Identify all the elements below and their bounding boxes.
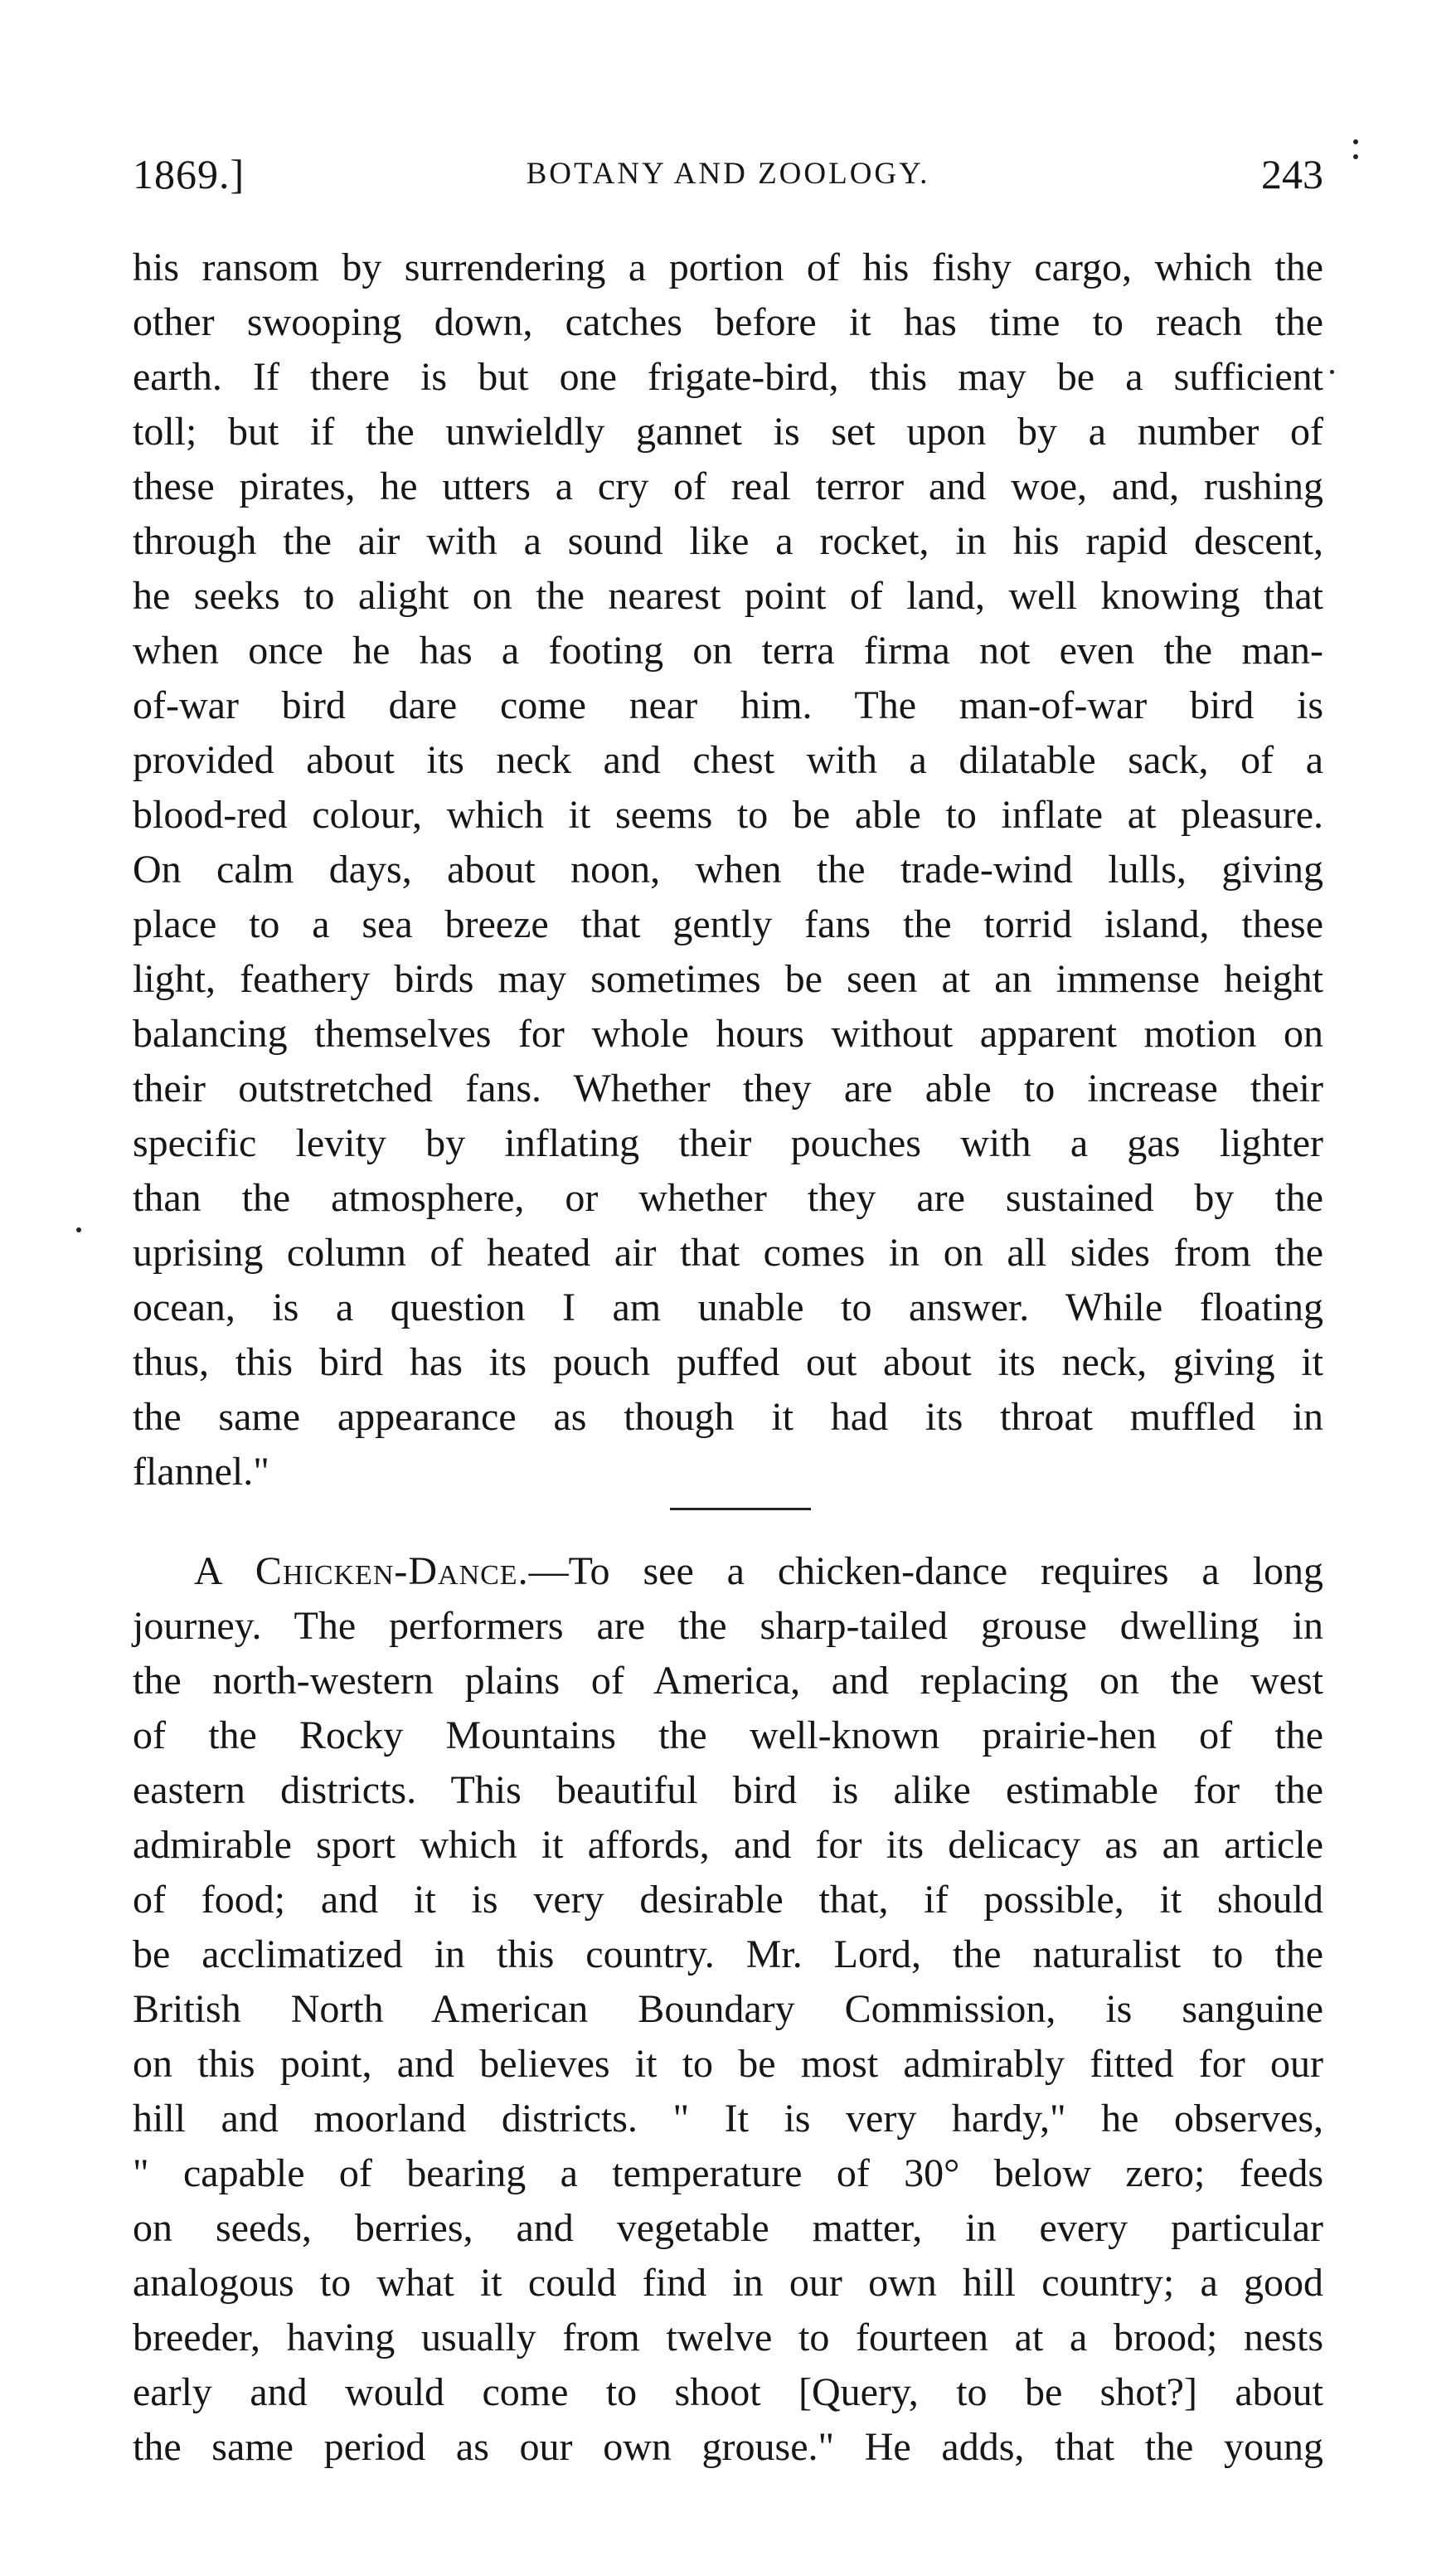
page-number: 243 (1261, 151, 1323, 197)
text-line: analogous to what it could find in our own hill country; a good (133, 2261, 1323, 2305)
text-line: hill and moorland districts. " It is very hardy," he observes, (133, 2097, 1323, 2141)
text-line: blood-red colour, which it seems to be able to inflate at pleasure. (133, 793, 1323, 837)
text-line: be acclimatized in this country. Mr. Lord, the naturalist to the (133, 1932, 1323, 1976)
margin-dot (76, 1227, 81, 1232)
margin-dot (1330, 370, 1334, 374)
section-divider (670, 1508, 811, 1510)
running-head (133, 141, 1323, 207)
section-heading: A Chicken-Dance. (194, 1549, 529, 1593)
header-year: 1869.] (133, 151, 245, 197)
text-line: provided about its neck and chest with a dilatable sack, of a (133, 738, 1323, 782)
text-line: flannel." (133, 1450, 269, 1494)
text-line: light, feathery birds may sometimes be seen at an immense height (133, 957, 1323, 1001)
text-run: —To see a chicken-dance requires a long (528, 1549, 1323, 1593)
text-line: specific levity by inflating their pouches with a gas lighter (133, 1121, 1323, 1165)
text-line: on seeds, berries, and vegetable matter, in every particular (133, 2206, 1323, 2250)
margin-dot (1353, 154, 1358, 159)
text-line: their outstretched fans. Whether they are able to increase their (133, 1067, 1323, 1110)
text-line: he seeks to alight on the nearest point of land, well knowing that (133, 574, 1323, 618)
text-line: admirable sport which it affords, and for its delicacy as an article (133, 1823, 1323, 1867)
text-line-first (194, 1544, 1323, 1599)
text-line: the same period as our own grouse." He adds, that the young (133, 2425, 1323, 2469)
text-line: " capable of bearing a temperature of 30° below zero; feeds (133, 2151, 1323, 2195)
text-line: British North American Boundary Commission, is sanguine (133, 1987, 1323, 2031)
text-line: of-war bird dare come near him. The man-of-war bird is (133, 683, 1323, 727)
text-line: his ransom by surrendering a portion of his fishy cargo, which the (133, 245, 1323, 289)
text-line: through the air with a sound like a rocket, in his rapid descent, (133, 519, 1323, 563)
header-title: BOTANY AND ZOOLOGY. (526, 157, 930, 191)
text-line: on this point, and believes it to be most admirably fitted for our (133, 2042, 1323, 2086)
text-line: journey. The performers are the sharp-tailed grouse dwelling in (133, 1604, 1323, 1648)
text-line: when once he has a footing on terra firma not even the man- (133, 629, 1323, 673)
text-line: uprising column of heated air that comes in on all sides from the (133, 1231, 1323, 1275)
text-line: of food; and it is very desirable that, if possible, it should (133, 1878, 1323, 1922)
text-line: ocean, is a question I am unable to answer. While floating (133, 1285, 1323, 1329)
text-line: thus, this bird has its pouch puffed out about its neck, giving it (133, 1340, 1323, 1384)
text-line: other swooping down, catches before it has time to reach the (133, 300, 1323, 344)
text-line: breeder, having usually from twelve to fourteen at a brood; nests (133, 2316, 1323, 2359)
margin-dot (1353, 139, 1358, 144)
text-line: the same appearance as though it had its throat muffled in (133, 1395, 1323, 1439)
text-line: earth. If there is but one frigate-bird, this may be a sufficient (133, 355, 1323, 399)
text-line: eastern districts. This beautiful bird is alike estimable for the (133, 1768, 1323, 1812)
text-line: early and would come to shoot [Query, to be shot?] about (133, 2370, 1323, 2414)
text-line: the north-western plains of America, and replacing on the west (133, 1659, 1323, 1703)
text-line: of the Rocky Mountains the well-known prairie-hen of the (133, 1713, 1323, 1757)
text-line: toll; but if the unwieldly gannet is set upon by a number of (133, 410, 1323, 454)
text-line: On calm days, about noon, when the trade-wind lulls, giving (133, 848, 1323, 892)
text-line: place to a sea breeze that gently fans the torrid island, these (133, 902, 1323, 946)
text-line: than the atmosphere, or whether they are sustained by the (133, 1176, 1323, 1220)
text-line: these pirates, he utters a cry of real terror and woe, and, rushing (133, 464, 1323, 508)
text-line: balancing themselves for whole hours without apparent motion on (133, 1012, 1323, 1056)
